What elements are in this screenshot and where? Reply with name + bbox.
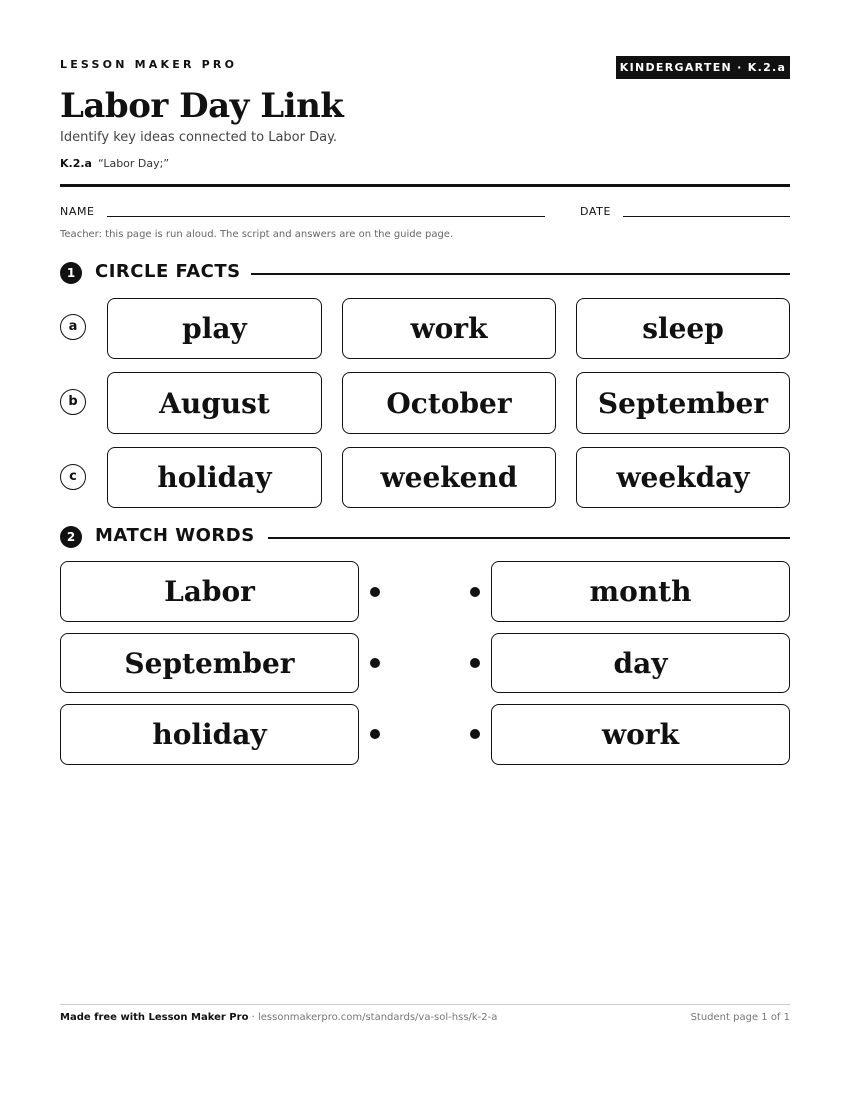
standard-text: “Labor Day;” (97, 157, 170, 170)
option-card[interactable]: weekend (342, 447, 556, 508)
match-dot-right[interactable] (470, 729, 480, 739)
section-1-number: 1 (60, 262, 82, 284)
standard-line (60, 157, 169, 170)
option-card[interactable]: holiday (107, 447, 322, 508)
option-card[interactable]: September (576, 372, 790, 434)
footer-credit (60, 1012, 497, 1023)
worksheet-subtitle: Identify key ideas connected to Labor Day. (60, 130, 338, 145)
match-dot-right[interactable] (470, 587, 480, 597)
section-1-divider (251, 273, 790, 275)
match-dot-left[interactable] (370, 729, 380, 739)
match-left-card[interactable]: September (60, 633, 359, 693)
option-card[interactable]: work (342, 298, 556, 359)
footer-divider (60, 1004, 790, 1005)
footer-separator: · (251, 1012, 255, 1023)
match-left-card[interactable]: Labor (60, 561, 359, 622)
section-2-number: 2 (60, 526, 82, 548)
section-1-title: CIRCLE FACTS (95, 261, 241, 282)
footer-url[interactable]: lessonmakerpro.com/standards/va-sol-hss/k-2-a (258, 1012, 498, 1023)
name-field[interactable] (107, 216, 545, 217)
worksheet-title: Labor Day Link (60, 86, 344, 126)
match-dot-left[interactable] (370, 587, 380, 597)
date-field[interactable] (623, 216, 790, 217)
option-card[interactable]: October (342, 372, 556, 434)
footer-page-number: Student page 1 of 1 (690, 1012, 790, 1023)
grade-badge: KINDERGARTEN · K.2.a (616, 56, 790, 79)
row-letter-c: c (60, 464, 86, 490)
match-dot-left[interactable] (370, 658, 380, 668)
match-left-card[interactable]: holiday (60, 704, 359, 765)
match-right-card[interactable]: day (491, 633, 790, 693)
teacher-note: Teacher: this page is run aloud. The script and answers are on the guide page. (60, 229, 454, 240)
name-label: NAME (60, 205, 95, 218)
header-divider (60, 184, 790, 187)
footer-made-with: Made free with Lesson Maker Pro (60, 1012, 249, 1023)
match-right-card[interactable]: month (491, 561, 790, 622)
row-letter-a: a (60, 314, 86, 340)
option-card[interactable]: August (107, 372, 322, 434)
date-label: DATE (580, 205, 612, 218)
match-dot-right[interactable] (470, 658, 480, 668)
option-card[interactable]: play (107, 298, 322, 359)
section-2-divider (268, 537, 790, 539)
option-card[interactable]: sleep (576, 298, 790, 359)
standard-code: K.2.a (60, 157, 92, 170)
row-letter-b: b (60, 389, 86, 415)
option-card[interactable]: weekday (576, 447, 790, 508)
match-right-card[interactable]: work (491, 704, 790, 765)
brand-name: LESSON MAKER PRO (60, 58, 238, 71)
section-2-title: MATCH WORDS (95, 525, 255, 546)
